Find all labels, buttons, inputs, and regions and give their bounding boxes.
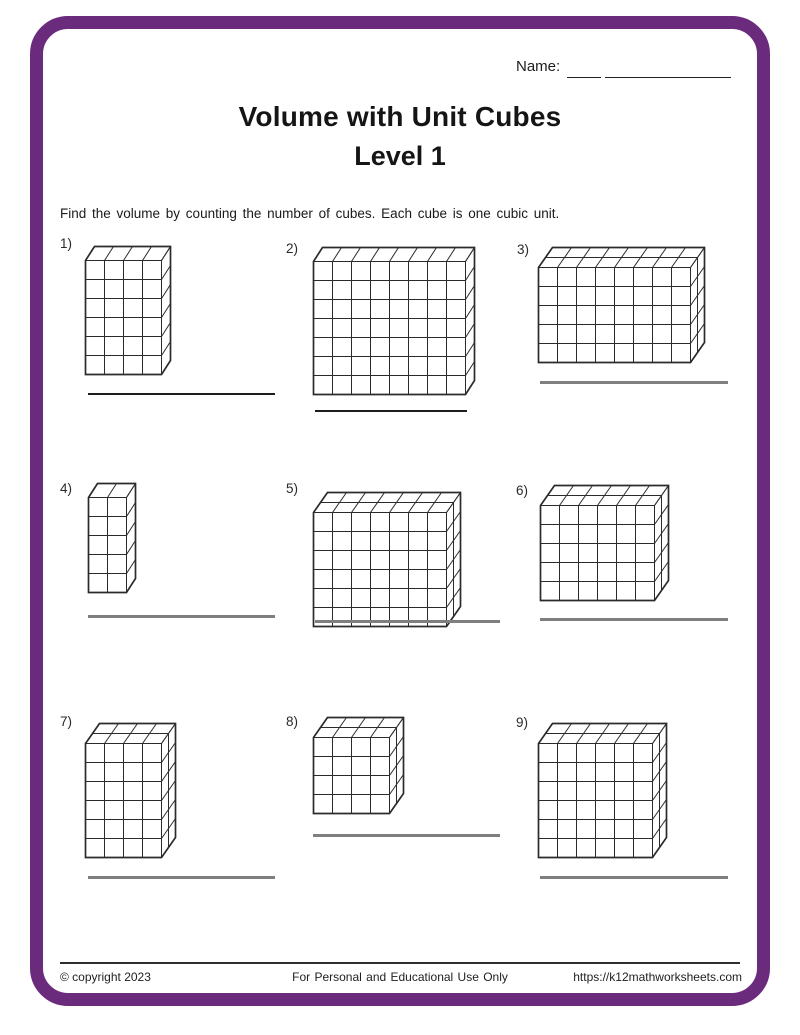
cube-figure [537,722,669,865]
problem-number: 2) [286,241,299,256]
cube-figure [312,716,406,821]
answer-line[interactable] [315,410,467,412]
answer-line[interactable] [313,834,500,837]
footer-url: https://k12mathworksheets.com [573,970,742,984]
problem-number: 4) [60,481,73,496]
problem-number: 8) [286,714,299,729]
answer-line[interactable] [88,876,275,879]
name-line[interactable] [567,76,601,78]
answer-line[interactable] [540,876,728,879]
answer-line[interactable] [540,618,728,621]
problem-number: 1) [60,236,73,251]
instruction-text: Find the volume by counting the number of cubes. Each cube is one cubic unit. [60,206,560,221]
problem-number: 5) [286,481,299,496]
problem-number: 3) [517,242,530,257]
answer-line[interactable] [540,381,728,384]
problem-number: 7) [60,714,73,729]
footer-divider [60,962,740,964]
footer-usage: For Personal and Educational Use Only [292,970,508,984]
answer-line[interactable] [315,620,500,623]
answer-line[interactable] [88,393,275,395]
cube-figure [87,482,138,600]
answer-line[interactable] [88,615,275,618]
name-line[interactable] [605,76,731,78]
cube-figure [539,484,671,608]
name-label: Name: [516,58,561,75]
cube-figure [312,246,477,402]
page-subtitle: Level 1 [354,141,446,171]
page-title: Volume with Unit Cubes [238,101,562,132]
cube-figure [84,245,173,382]
cube-figure [84,722,178,865]
footer-copyright: © copyright 2023 [60,970,151,984]
cube-figure [537,246,707,370]
cube-figure [312,491,463,634]
problem-number: 9) [516,715,529,730]
problem-number: 6) [516,483,529,498]
